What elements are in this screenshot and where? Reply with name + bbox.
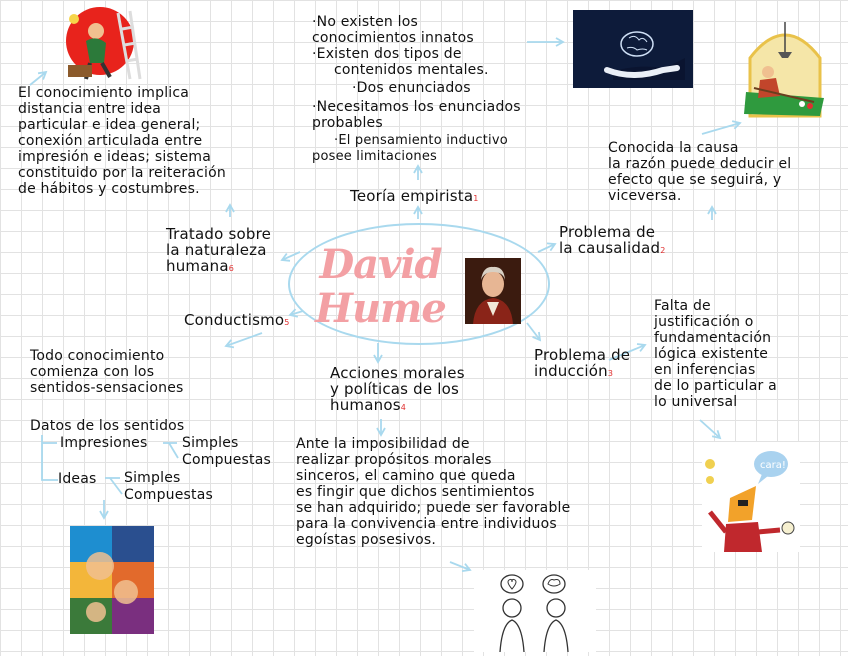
induccion-line-3: fundamentación [654, 330, 772, 346]
brain-collage-illustration [70, 526, 154, 634]
empirista-line-4: contenidos mentales. [334, 62, 489, 78]
billiards-player-illustration [740, 18, 830, 118]
empirista-line-7: probables [312, 115, 383, 131]
conductismo-line-2: comienza con los [30, 364, 155, 380]
empirista-line-1: ·No existen los [312, 14, 418, 30]
empirista-line-3: ·Existen dos tipos de [312, 46, 462, 62]
morales-line-7: egoístas posesivos. [296, 532, 436, 548]
tratado-title-3: humana [166, 257, 229, 275]
causalidad-line-1: Conocida la causa [608, 140, 739, 156]
induccion-title-2: inducción [534, 362, 608, 380]
two-people-illustration [474, 570, 596, 652]
empirista-details [312, 14, 521, 165]
morales-title-2: y políticas de los [330, 380, 460, 398]
impresiones-compuestas: Compuestas [182, 452, 272, 468]
morales-line-2: realizar propósitos morales [296, 452, 492, 468]
tratado-line-5: impresión e ideas; sistema [18, 149, 212, 165]
coin-toss-illustration [702, 442, 800, 552]
empirista-line-2: conocimientos innatos [312, 30, 474, 46]
induccion-line-1: Falta de [654, 298, 711, 314]
causalidad-details [608, 140, 791, 204]
morales-line-3: sinceros, el camino que queda [296, 468, 516, 484]
tratado-line-1: El conocimiento implica [18, 85, 190, 101]
conductismo-title: Conductismo [184, 311, 285, 329]
causalidad-title-2: la causalidad [559, 239, 661, 257]
center-title [308, 243, 453, 331]
morales-line-1: Ante la imposibilidad de [296, 436, 470, 452]
center-title-line2: Hume [315, 285, 446, 332]
empirista-line-9: posee limitaciones [312, 149, 437, 164]
tratado-line-3: particular e idea general; [18, 117, 201, 133]
hume-portrait-image [465, 258, 521, 324]
empirista-line-8: ·El pensamiento inductivo [334, 133, 508, 148]
tratado-title-1: Tratado sobre [166, 225, 272, 243]
induccion-title-1: Problema de [534, 346, 631, 364]
morales-title-1: Acciones morales [330, 364, 465, 382]
induccion-line-6: de lo particular a [654, 378, 777, 394]
impresiones-label: Impresiones [60, 435, 148, 451]
causalidad-line-4: viceversa. [608, 188, 682, 204]
conductismo-number: 5 [284, 318, 290, 327]
induccion-line-5: en inferencias [654, 362, 756, 378]
causalidad-title-1: Problema de [559, 223, 656, 241]
ideas-compuestas: Compuestas [124, 487, 214, 503]
morales-line-5: se han adquirido; puede ser favorable [296, 500, 571, 516]
tratado-line-7: de hábitos y costumbres. [18, 181, 200, 197]
empirista-line-6: ·Necesitamos los enunciados [312, 99, 521, 115]
induccion-line-7: lo universal [654, 394, 738, 410]
induccion-line-4: lógica existente [654, 346, 769, 362]
datos-sentidos-label: Datos de los sentidos [30, 418, 185, 434]
conductismo-details [30, 348, 184, 396]
coin-bubble-text: cara! [760, 460, 786, 471]
impresiones-simples: Simples [182, 435, 239, 451]
causalidad-number: 2 [660, 246, 666, 255]
tratado-line-2: distancia entre idea [18, 101, 162, 117]
conductismo-line-3: sentidos-sensaciones [30, 380, 184, 396]
morales-details [296, 436, 570, 548]
ideas-label: Ideas [58, 471, 97, 487]
ideas-simples: Simples [124, 470, 181, 486]
node-causalidad [559, 224, 666, 259]
morales-line-6: para la convivencia entre individuos [296, 516, 557, 532]
empirista-title: Teoría empirista [350, 187, 474, 205]
node-conductismo [184, 312, 290, 331]
thinker-on-ladder-illustration [60, 5, 144, 83]
node-tratado [166, 226, 271, 277]
conductismo-line-1: Todo conocimiento [30, 348, 165, 364]
induccion-line-2: justificación o [654, 314, 754, 330]
node-teoria-empirista [350, 188, 479, 207]
causalidad-line-2: la razón puede deducir el [608, 156, 792, 172]
morales-title-3: humanos [330, 396, 401, 414]
tratado-line-4: conexión articulada entre [18, 133, 203, 149]
empirista-line-5: ·Dos enunciados [352, 80, 471, 96]
induccion-details [654, 298, 777, 410]
node-acciones-morales [330, 365, 465, 416]
induccion-number: 3 [607, 369, 614, 378]
empirista-number: 1 [473, 194, 479, 203]
center-title-line1: David [319, 241, 442, 288]
tratado-title-2: la naturaleza [166, 241, 267, 259]
causalidad-line-3: efecto que se seguirá, y [608, 172, 782, 188]
tratado-line-6: constituido por la reiteración [18, 165, 226, 181]
brain-in-hand-image [573, 10, 693, 88]
morales-number: 4 [400, 403, 407, 412]
node-induccion [534, 347, 630, 382]
morales-line-4: es fingir que dichos sentimientos [296, 484, 535, 500]
tratado-number: 6 [228, 264, 235, 273]
tratado-details [18, 85, 226, 197]
